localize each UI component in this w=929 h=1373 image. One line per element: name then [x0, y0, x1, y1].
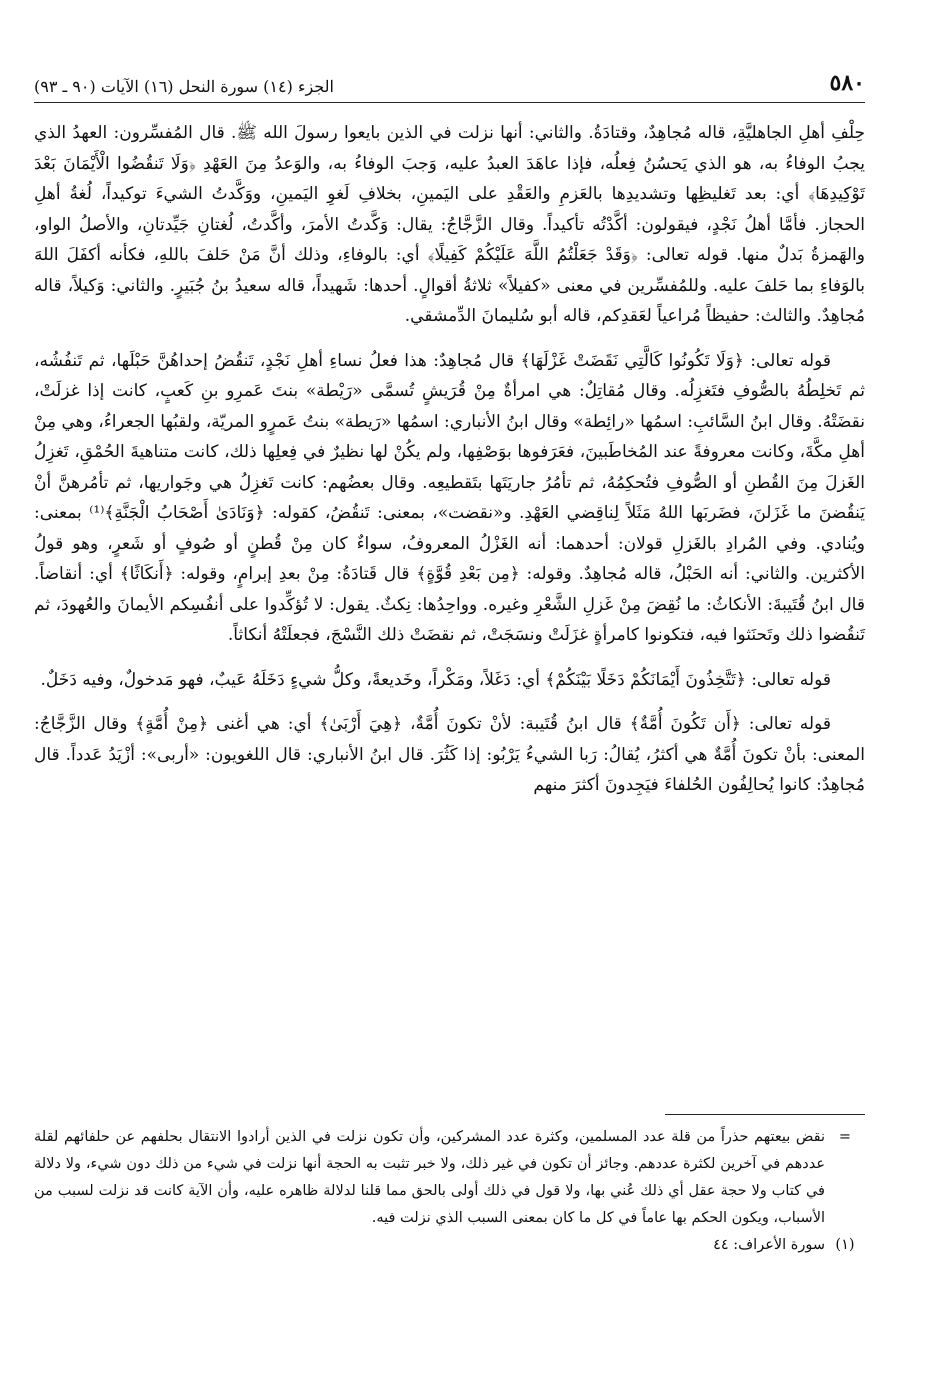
- paragraph-4: قوله تعالى: ﴿أَن تَكُونَ أُمَّةٌ﴾ قال ابنُ قُتَيبة: لأنْ تكونَ أُمَّةٌ، ﴿هِيَ أَرْبَىٰ﴾ أي: هي أغنى ﴿مِنْ أُمَّةٍ﴾ وقال الزَّجَّاجُ: المعنى: بأنْ تكونَ أُمَّةٌ هي أكثرُ، يُقالُ: رَبا الشيءُ يَرْبُو: إذا كَثُرَ. قال ابنُ الأنباري: قال اللغويون: «أربى»: أزْيَدُ عَدداً. قال مُجاهِدٌ: كانوا يُحالِفُون الحُلفاءَ فيَجِدونَ أكثرَ منهم: [34, 714, 865, 795]
- footnote-mark: =: [838, 1129, 852, 1145]
- running-title: الجزء (١٤) سورة النحل (١٦) الآيات (٩٠ ـ ٩٣): [34, 77, 334, 96]
- footnote-continued: [34, 1124, 865, 1232]
- footnotes: [34, 1124, 865, 1259]
- footnote-text: سورة الأعراف: ٤٤: [713, 1237, 825, 1253]
- footnote-1: [34, 1232, 865, 1259]
- paragraph-3: قوله تعالى: ﴿تَتَّخِذُونَ أَيْمَانَكُمْ دَخَلًا بَيْنَكُمْ﴾ أي: دَغَلاً، ومَكْراً، وخَديعةً، وكلُّ شيءٍ دَخَلَهُ عَيبٌ، فهو مَدخولٌ، وفيه دَخَلٌ.: [40, 669, 831, 690]
- paragraph-2: قوله تعالى: ﴿وَلَا تَكُونُوا كَالَّتِي نَقَضَتْ غَزْلَهَا﴾ قال مُجاهِدٌ: هذا فعلُ نساءِ أهلِ نَجْدٍ، تَنقُضُ إحداهُنَّ حَبْلَها، ثم تَنفُشُه، ثم تَخلِطُهُ بالصُّوفِ فتَغزِلُه. وقال مُقاتِلٌ: هي امرأةٌ مِنْ قُرَيشٍ تُسمَّى «رَيْطة» بنتَ عَمرِو بنِ كَعبٍ، كانت إذا غزلَتْ، نقضَتْهُ. وقال ابنُ السَّائبِ: اسمُها «رائِطة» وقال ابنُ الأنباري: اسمُها «رَيطة» بنتُ عَمرٍو المريّة، ولقبُها الجعراءُ، وهي مِنْ أهلِ مكَّةَ، وكانت معروفةً عند المُخاطَبينَ، فعَرَفوها بوَصْفِها، ولم يكُنْ لها نظيرٌ في فِعلِها ذلك، كانت متناهيةَ الحُمْقِ، تَغزِلُ الغَزلَ مِنَ القُطنِ أو الصُّوفِ فتُحكِمُهُ، ثم تأمُرُ جاريَتَها بتَقطيعِه. وقال بعضُهم: كانت تَغزِلُ هي وجَواريها، ثم تأمُرهنَّ أنْ يَنقُضنَ ما غَزَلنَ، فضَربَها اللهُ مَثَلاً لِناقِضي العَهْدِ. و«نقضت»، بمعنى: تَنقُضُ، كقوله: ﴿وَنَادَىٰ أَصْحَابُ الْجَنَّةِ﴾⁽¹⁾ بمعنى: ويُنادي. وفي المُرادِ بالغَزلِ قولان: أحدهما: أنه الغَزْلُ المعروفُ، سواءٌ كان مِنْ قُطنٍ أو صُوفٍ أو شَعرٍ، وهو قولُ الأكثرين. والثاني: أنه الحَبْلُ، قاله مُجاهِدٌ. وقوله: ﴿مِن بَعْدِ قُوَّةٍ﴾ قال قَتادَةُ: مِنْ بعدِ إبرامٍ، وقوله: ﴿أَنكَاثًا﴾ أي: أنقاضاً. قال ابنُ قُتَيبةَ: الأنكاثُ: ما نُقِضَ مِنْ غَزلِ الشَّعْرِ وغيره. وواحِدُها: نِكثٌ. يقول: لا تُؤكِّدوا على أنفُسِكم الأيمانَ والعُهودَ، ثم تَنقُضوا ذلك وتَحنَثوا فيه، فتكونوا كامرأةٍ غزَلَتْ ونسَجَتْ، ثم نقضَتْ ذلك النَّسْجَ، فجعلَتْهُ أنكاثاً.: [34, 350, 865, 645]
- page-number: ٥٨٠: [829, 70, 865, 96]
- page-header: [34, 62, 865, 103]
- footnote-text: نقض بيعتهم حذراً من قلة عدد المسلمين، وكثرة عدد المشركين، وأن تكون نزلت في الذين أرادوا الانتقال بحلفهم عن حلفائهم لقلة عددهم في آخرين لكثرة عددهم. وجائز أن تكون في غير ذلك، ولا خبر تثبت به الحجة أنها نزلت في شيء من ذلك دون شيء، ولا دلالة في كتاب ولا حجة عقل أي ذلك عُني بها، ولا قول في ذلك أولى بالحق مما قلنا لدلالة ظاهره عليه، وأن الآية كانت قد نزلت لسبب من الأسباب، ويكون الحكم بها عاماً في كل ما كان بمعنى السبب الذي نزلت فيه.: [34, 1129, 825, 1226]
- footnote-mark: (١): [835, 1237, 855, 1253]
- footnote-separator: [665, 1114, 865, 1115]
- paragraph-1: حِلْفِ أهلِ الجاهليَّةِ، قاله مُجاهِدٌ، وقتادَةُ. والثاني: أنها نزلت في الذين بايعوا رسولَ الله ﷺ. قال المُفسِّرون: العهدُ الذي يجبُ الوفاءُ به، هو الذي يَحسُنُ فِعلُه، فإذا عاهَدَ العبدُ عليه، وَجبَ الوفاءُ به، والوَعدُ مِنَ العَهْدِ ﴿وَلَا تَنقُضُوا الْأَيْمَانَ بَعْدَ تَوْكِيدِهَا﴾ أي: بعد تَغليظِها وتشديدِها بالعَزمِ والعَقْدِ على اليَمينِ، بخلافِ لَغوِ اليَمينِ، ووَكَّدتُ الشيءَ توكيداً، لُغةُ أهلِ الحجاز. فأمَّا أهلُ نَجْدٍ، فيقولون: أكَّدْتُه تأكيداً. وقال الزَّجَّاجُ: يقال: وَكَّدتُ الأمرَ، وأكَّدتُ، لُغتانِ جَيِّدتانِ، والأصلُ الواو، والهَمزةُ بَدلٌ منها. قوله تعالى: ﴿وَقَدْ جَعَلْتُمُ اللَّهَ عَلَيْكُمْ كَفِيلًا﴾ أي: بالوفاءِ، وذلك أنَّ مَنْ حَلفَ باللهِ، فكأنه أكفَلَ اللهَ بالوَفاءِ بما حَلفَ عليه. وللمُفسِّرين في معنى «كفيلاً» ثلاثةُ أقوالٍ. أحدها: شَهيداً، قاله سعيدُ بنُ جُبَيرٍ. والثاني: وَكيلاً، قاله مُجاهِدٌ. والثالث: حفيظاً مُراعياً لعَقدِكم، قاله أبو سُليمانَ الدِّمشقي.: [34, 123, 865, 326]
- main-text: [34, 118, 865, 815]
